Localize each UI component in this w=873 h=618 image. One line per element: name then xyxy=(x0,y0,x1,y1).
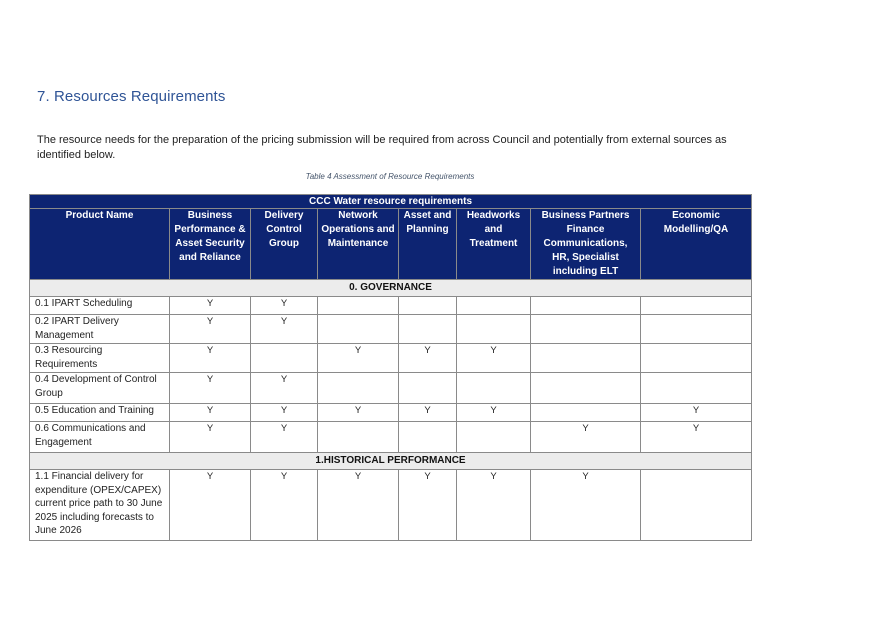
requirement-cell: Y xyxy=(170,404,251,422)
table-title: CCC Water resource requirements xyxy=(30,195,752,209)
requirement-cell xyxy=(641,470,752,541)
requirement-cell: Y xyxy=(251,373,318,404)
product-name-cell: 0.4 Development of Control Group xyxy=(30,373,170,404)
table-caption: Table 4 Assessment of Resource Requirements xyxy=(305,172,475,181)
requirement-cell xyxy=(641,344,752,373)
table-row xyxy=(30,315,752,344)
requirement-cell: Y xyxy=(251,470,318,541)
requirement-cell xyxy=(457,422,531,453)
requirement-cell: Y xyxy=(641,422,752,453)
product-name-cell: 0.1 IPART Scheduling xyxy=(30,297,170,315)
section-label: 1.HISTORICAL PERFORMANCE xyxy=(30,453,752,470)
requirement-cell: Y xyxy=(251,315,318,344)
column-header: Asset and Planning xyxy=(399,209,457,280)
product-name-cell: 0.2 IPART Delivery Management xyxy=(30,315,170,344)
requirement-cell: Y xyxy=(251,422,318,453)
requirement-cell: Y xyxy=(531,470,641,541)
requirement-cell: Y xyxy=(170,422,251,453)
requirement-cell xyxy=(457,315,531,344)
column-header: Network Operations and Maintenance xyxy=(318,209,399,280)
product-name-cell: 0.3 Resourcing Requirements xyxy=(30,344,170,373)
requirement-cell xyxy=(318,297,399,315)
requirement-cell xyxy=(641,315,752,344)
requirement-cell: Y xyxy=(318,404,399,422)
requirement-cell xyxy=(318,373,399,404)
requirement-cell: Y xyxy=(457,470,531,541)
requirement-cell xyxy=(531,315,641,344)
requirement-cell xyxy=(531,297,641,315)
requirement-cell xyxy=(531,404,641,422)
requirement-cell xyxy=(318,315,399,344)
column-header: Delivery Control Group xyxy=(251,209,318,280)
requirement-cell: Y xyxy=(251,404,318,422)
requirement-cell xyxy=(399,422,457,453)
section-heading: 7. Resources Requirements xyxy=(37,88,226,105)
requirement-cell: Y xyxy=(399,344,457,373)
table-row xyxy=(30,297,752,315)
column-header: Business Partners Finance Communications, HR, Specialist including ELT xyxy=(531,209,641,280)
requirement-cell xyxy=(399,315,457,344)
requirement-cell xyxy=(457,373,531,404)
intro-paragraph: The resource needs for the preparation of the pricing submission will be required from across Council and potentially from external sources as identified below. xyxy=(37,134,727,161)
requirement-cell: Y xyxy=(251,297,318,315)
table-row xyxy=(30,422,752,453)
requirement-cell: Y xyxy=(399,470,457,541)
requirement-cell: Y xyxy=(170,344,251,373)
requirement-cell xyxy=(318,422,399,453)
requirement-cell: Y xyxy=(641,404,752,422)
requirement-cell: Y xyxy=(457,404,531,422)
product-name-cell: 1.1 Financial delivery for expenditure (OPEX/CAPEX) current price path to 30 June 2025 including forecasts to June 2026 xyxy=(30,470,170,541)
requirement-cell: Y xyxy=(170,297,251,315)
requirement-cell: Y xyxy=(170,315,251,344)
requirement-cell xyxy=(531,344,641,373)
requirement-cell xyxy=(641,373,752,404)
requirement-cell: Y xyxy=(531,422,641,453)
requirement-cell: Y xyxy=(318,344,399,373)
table-row xyxy=(30,404,752,422)
table-row xyxy=(30,470,752,541)
requirement-cell: Y xyxy=(170,470,251,541)
requirement-cell xyxy=(457,297,531,315)
section-row xyxy=(30,453,752,470)
resource-requirements-table xyxy=(29,194,752,541)
requirement-cell: Y xyxy=(318,470,399,541)
requirement-cell xyxy=(399,297,457,315)
requirement-cell: Y xyxy=(399,404,457,422)
column-header: Business Performance & Asset Security and Reliance xyxy=(170,209,251,280)
section-row xyxy=(30,280,752,297)
requirement-cell: Y xyxy=(457,344,531,373)
requirement-cell xyxy=(251,344,318,373)
product-name-cell: 0.6 Communications and Engagement xyxy=(30,422,170,453)
column-header: Product Name xyxy=(30,209,170,280)
product-name-cell: 0.5 Education and Training xyxy=(30,404,170,422)
column-header: Headworks and Treatment xyxy=(457,209,531,280)
section-label: 0. GOVERNANCE xyxy=(30,280,752,297)
table-body xyxy=(30,280,752,541)
table-row xyxy=(30,373,752,404)
requirement-cell xyxy=(399,373,457,404)
table-row xyxy=(30,344,752,373)
requirement-cell xyxy=(531,373,641,404)
requirement-cell: Y xyxy=(170,373,251,404)
requirement-cell xyxy=(641,297,752,315)
column-header: Economic Modelling/QA xyxy=(641,209,752,280)
